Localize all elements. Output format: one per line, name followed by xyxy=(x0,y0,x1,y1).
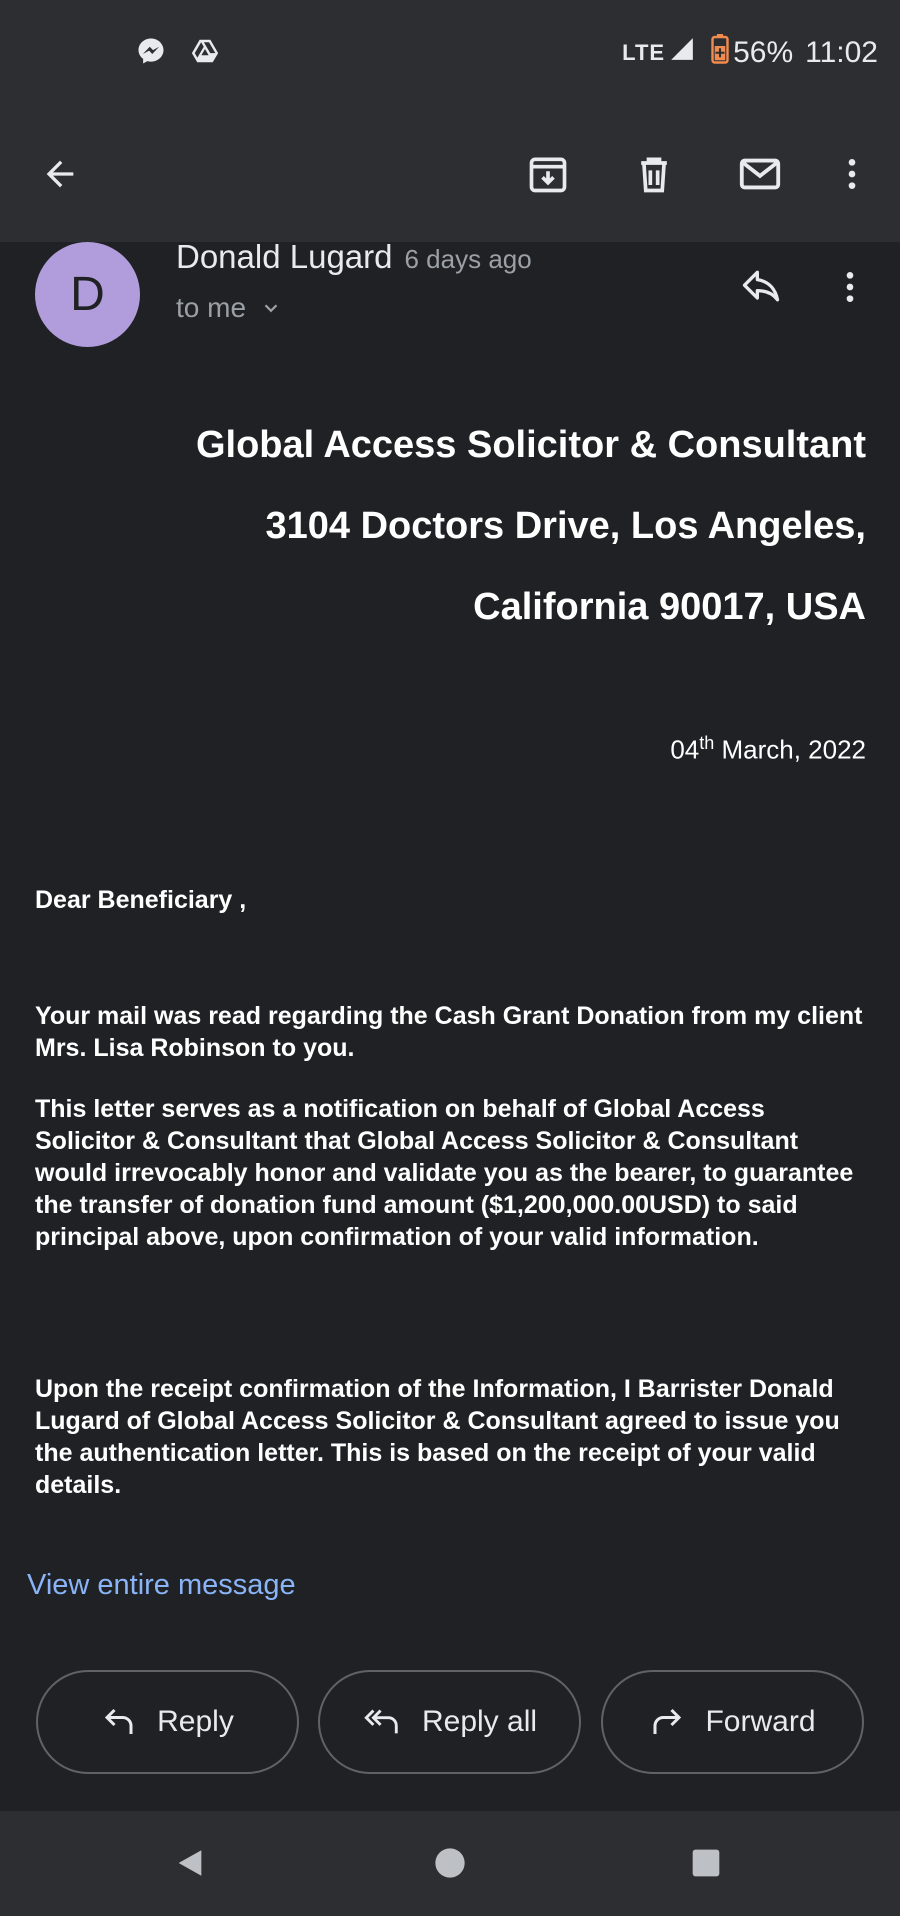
nav-recents-icon[interactable] xyxy=(686,1843,726,1883)
sender-line xyxy=(176,238,532,276)
delete-icon[interactable] xyxy=(626,146,682,202)
network-type: LTE xyxy=(622,40,666,65)
battery-saver-icon xyxy=(711,34,729,72)
nav-home-icon[interactable] xyxy=(430,1843,470,1883)
drive-icon xyxy=(190,36,220,71)
paragraph-1: Your mail was read regarding the Cash Grant Donation from my client Mrs. Lisa Robinson to you. xyxy=(35,1002,863,1062)
salutation: Dear Beneficiary , xyxy=(35,886,247,914)
status-bar xyxy=(0,0,900,106)
reply-button[interactable] xyxy=(36,1670,299,1774)
date-suffix: th xyxy=(699,733,715,753)
notification-icons xyxy=(136,36,220,71)
reply-icon xyxy=(101,1704,137,1740)
paragraph-2: This letter serves as a notification on behalf of Global Access Solicitor & Consultant that Global Access Solicitor & Consultant would irrevocably honor and validate you as the bearer, to guarantee the transfer of donation fund amount ($1,200,000.00USD) to said principal above, upon confirmation of your valid information. xyxy=(35,1095,854,1251)
messenger-icon xyxy=(136,36,166,71)
letterhead-company: Global Access Solicitor & Consultant xyxy=(195,424,866,466)
nav-back-icon[interactable] xyxy=(170,1843,210,1883)
clock: 11:02 xyxy=(805,36,878,69)
reply-all-label: Reply all xyxy=(421,1705,538,1738)
view-entire-message-link[interactable]: View entire message xyxy=(27,1569,296,1601)
reply-all-icon xyxy=(362,1704,402,1740)
recipient-label: to me xyxy=(176,292,247,323)
more-vert-icon[interactable] xyxy=(824,146,880,202)
status-indicators xyxy=(622,34,878,72)
forward-button[interactable] xyxy=(601,1670,864,1774)
reply-all-button[interactable] xyxy=(318,1670,581,1774)
forward-label: Forward xyxy=(705,1705,816,1738)
avatar-letter: D xyxy=(70,268,105,321)
date-rest: March, 2022 xyxy=(714,734,866,765)
reply-icon[interactable] xyxy=(736,262,786,312)
chevron-down-icon xyxy=(260,297,282,319)
archive-icon[interactable] xyxy=(520,146,576,202)
back-arrow-icon[interactable] xyxy=(32,146,88,202)
system-navigation-bar xyxy=(0,1811,900,1916)
forward-icon xyxy=(649,1704,685,1740)
letter-date xyxy=(670,733,866,766)
reply-label: Reply xyxy=(157,1705,234,1738)
message-more-icon[interactable] xyxy=(830,262,870,312)
date-day: 04 xyxy=(670,734,700,765)
letterhead-address-line1: 3104 Doctors Drive, Los Angeles, xyxy=(265,505,866,547)
avatar[interactable] xyxy=(35,242,140,347)
sender-name[interactable]: Donald Lugard xyxy=(176,238,393,275)
battery-percent: 56% xyxy=(733,36,794,69)
paragraph-3: Upon the receipt confirmation of the Information, I Barrister Donald Lugard of Global Access Solicitor & Consultant agreed to issue you the authentication letter. This is based on the receipt of your valid details. xyxy=(35,1375,840,1499)
app-bar xyxy=(0,106,900,242)
signal-icon xyxy=(669,36,695,70)
mark-unread-icon[interactable] xyxy=(732,146,788,202)
recipient-details-toggle[interactable] xyxy=(176,292,282,324)
letterhead-address-line2: California 90017, USA xyxy=(473,586,866,628)
sent-time: 6 days ago xyxy=(404,244,532,274)
